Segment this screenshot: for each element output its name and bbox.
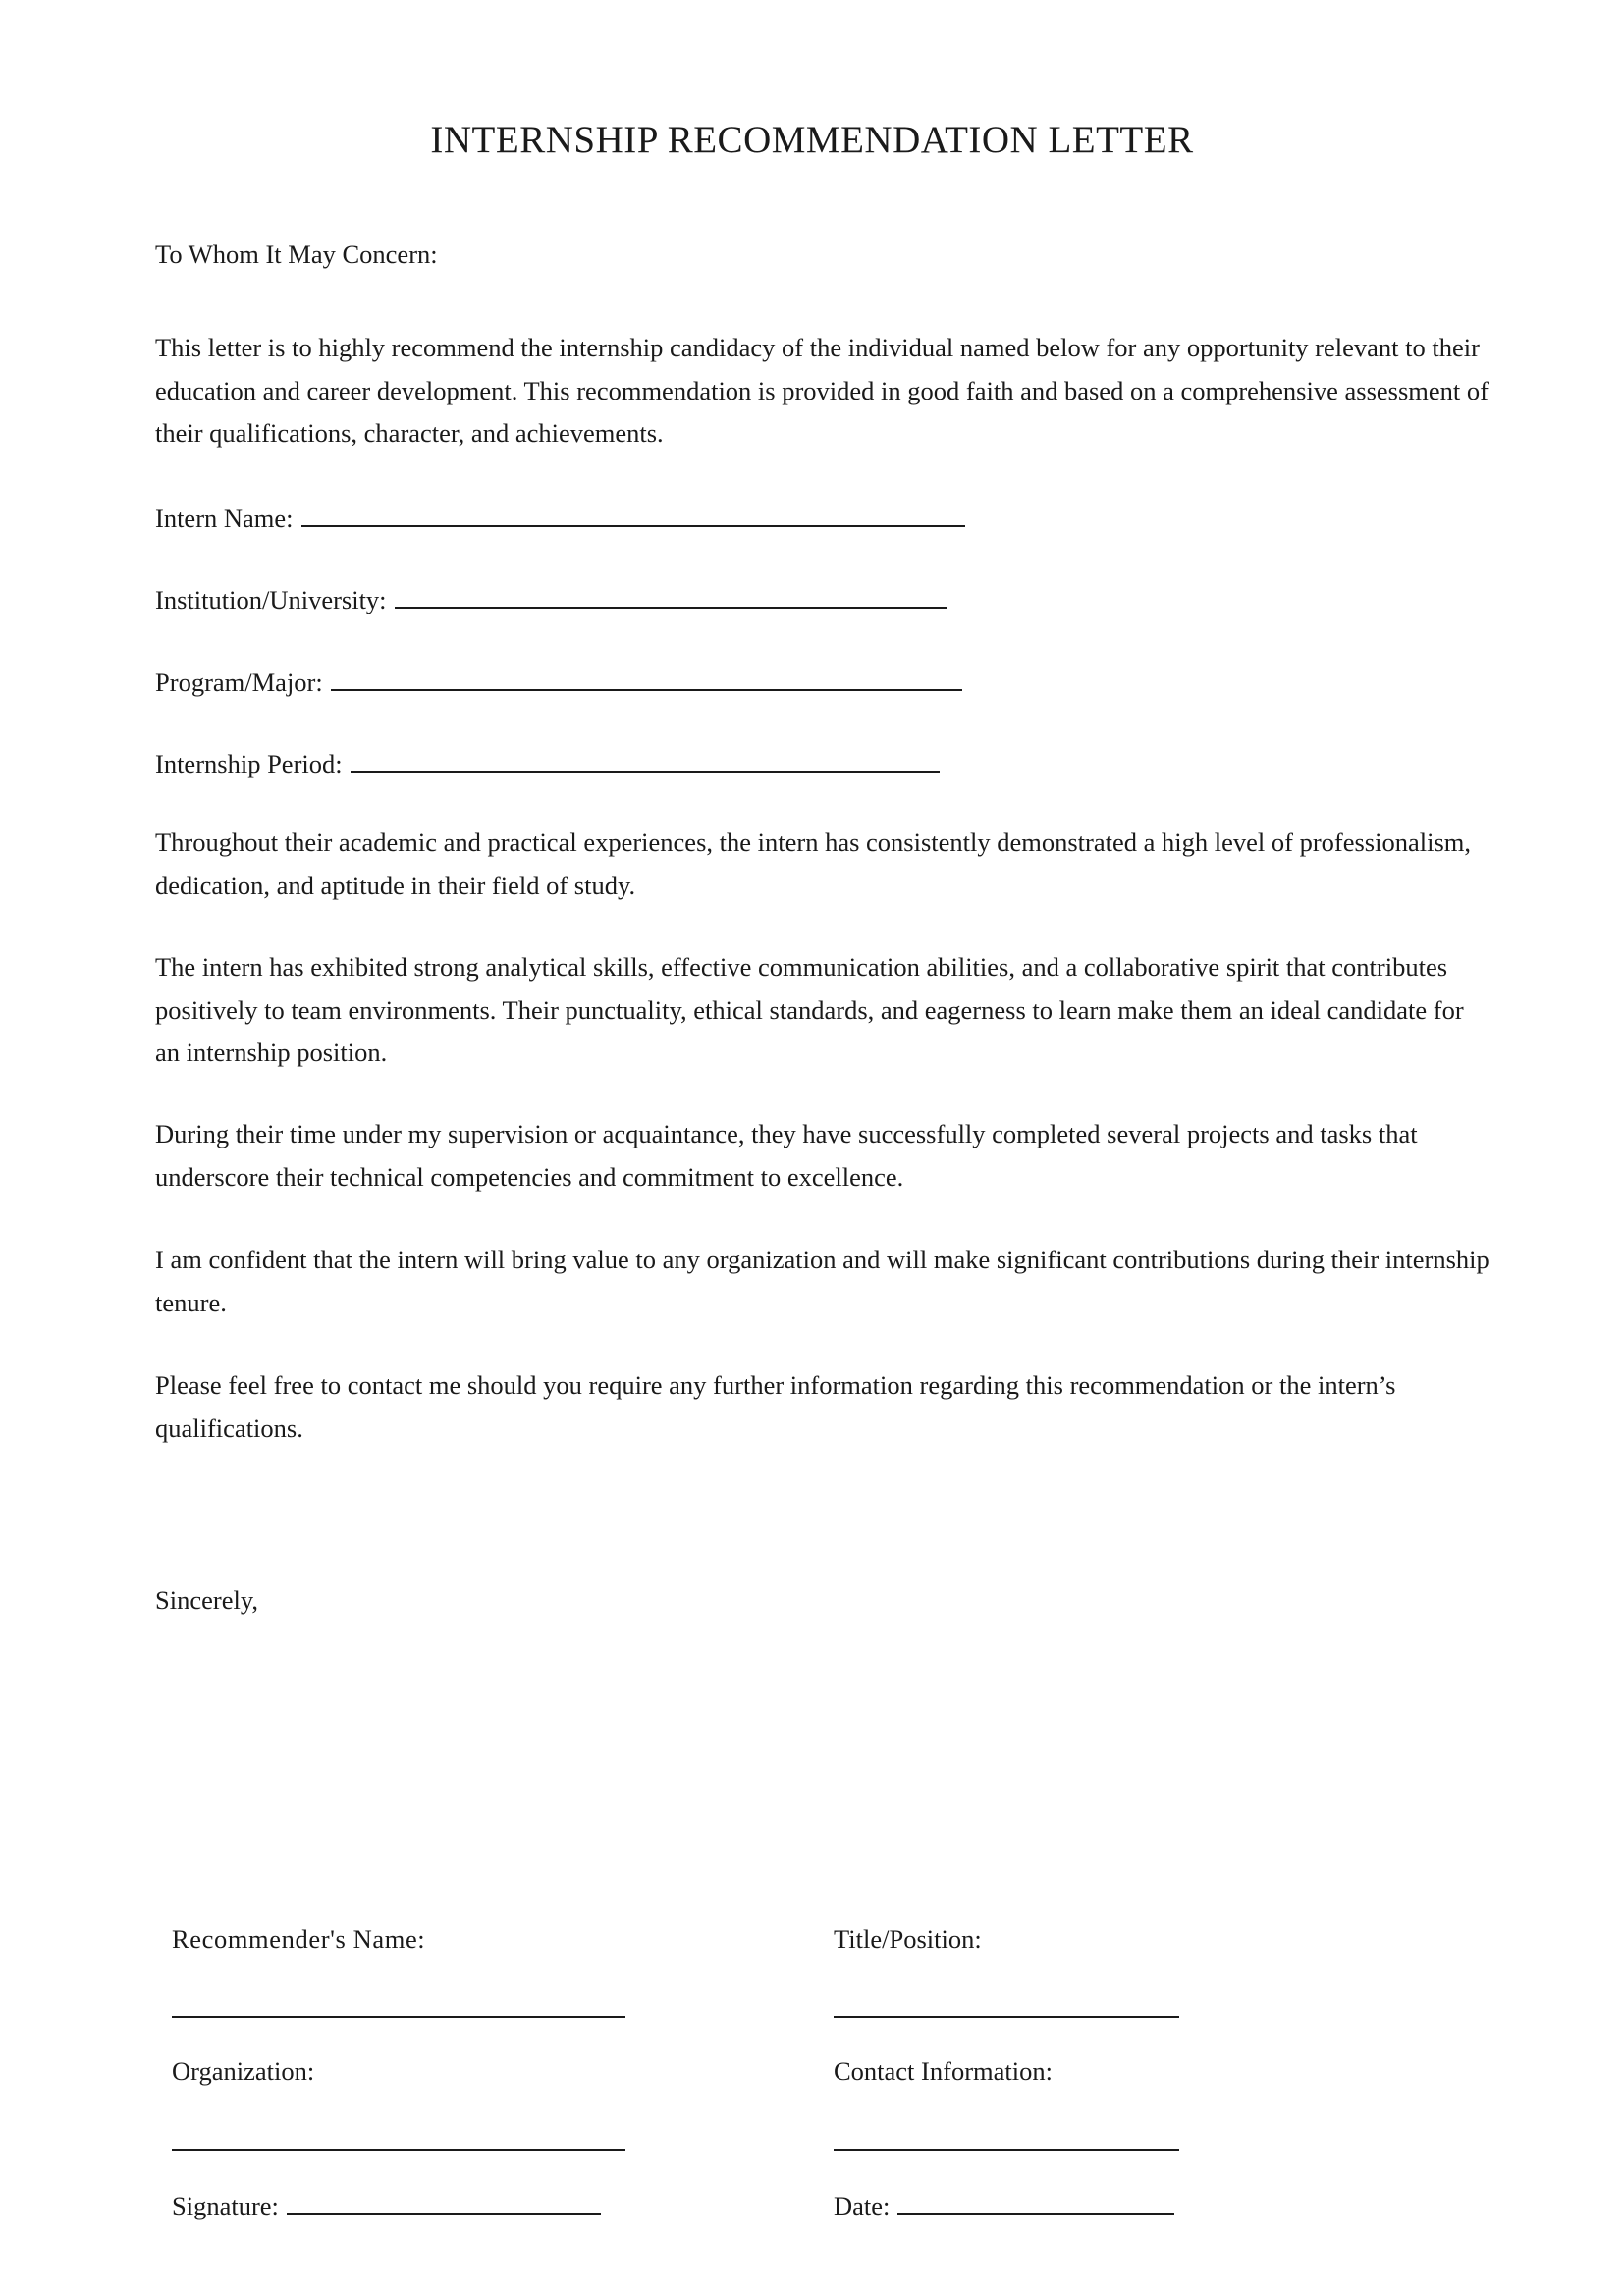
program-label: Program/Major: xyxy=(155,667,323,697)
internship-period-label: Internship Period: xyxy=(155,749,343,778)
organization-line[interactable] xyxy=(172,2149,625,2151)
institution-label: Institution/University: xyxy=(155,585,387,614)
recommender-name-line[interactable] xyxy=(172,2016,625,2018)
recommender-name-label: Recommender's Name: xyxy=(172,1924,426,1953)
intern-name-field[interactable] xyxy=(155,500,965,535)
program-line[interactable] xyxy=(331,664,962,691)
closing: Sincerely, xyxy=(155,1585,258,1615)
salutation: To Whom It May Concern: xyxy=(155,240,438,269)
paragraph-confidence: I am confident that the intern will bring value to any organization and will make significant contributions during their internship tenure. xyxy=(155,1245,1489,1317)
date-label: Date: xyxy=(834,2191,891,2220)
title-position-line[interactable] xyxy=(834,2016,1179,2018)
paragraph-professionalism: Throughout their academic and practical experiences, the intern has consistently demonstrated a high level of professionalism, dedication, and aptitude in their field of study. xyxy=(155,828,1472,900)
internship-period-field[interactable] xyxy=(155,745,940,780)
program-field[interactable] xyxy=(155,664,962,699)
institution-field[interactable] xyxy=(155,581,947,616)
intro-paragraph: This letter is to highly recommend the internship candidacy of the individual named below for any opportunity relevant to their education and career development. This recommendation is provided in good faith and based on a comprehensive assessment of their qualifications, character, and achievements. xyxy=(155,333,1489,448)
institution-line[interactable] xyxy=(395,581,947,609)
signature-label: Signature: xyxy=(172,2191,279,2220)
title-position-label: Title/Position: xyxy=(834,1924,982,1953)
signature-field[interactable] xyxy=(172,2187,601,2222)
date-line[interactable] xyxy=(897,2187,1174,2215)
internship-period-line[interactable] xyxy=(351,745,940,773)
intern-name-line[interactable] xyxy=(301,500,965,527)
organization-label: Organization: xyxy=(172,2056,315,2086)
signature-line[interactable] xyxy=(287,2187,601,2215)
paragraph-projects: During their time under my supervision or acquaintance, they have successfully completed several projects and tasks that underscore their technical competencies and commitment to excellence. xyxy=(155,1119,1418,1192)
contact-information-line[interactable] xyxy=(834,2149,1179,2151)
document-title: INTERNSHIP RECOMMENDATION LETTER xyxy=(430,119,1194,161)
paragraph-contact: Please feel free to contact me should you require any further information regarding this recommendation or the intern’s qualifications. xyxy=(155,1370,1396,1443)
intern-name-label: Intern Name: xyxy=(155,504,294,533)
date-field[interactable] xyxy=(834,2187,1174,2222)
contact-information-label: Contact Information: xyxy=(834,2056,1053,2086)
paragraph-skills: The intern has exhibited strong analytical skills, effective communication abilities, and a collaborative spirit that contributes positively to team environments. Their punctuality, ethical standards, and eagerness to learn make them an ideal candidate for an internship position. xyxy=(155,952,1464,1067)
